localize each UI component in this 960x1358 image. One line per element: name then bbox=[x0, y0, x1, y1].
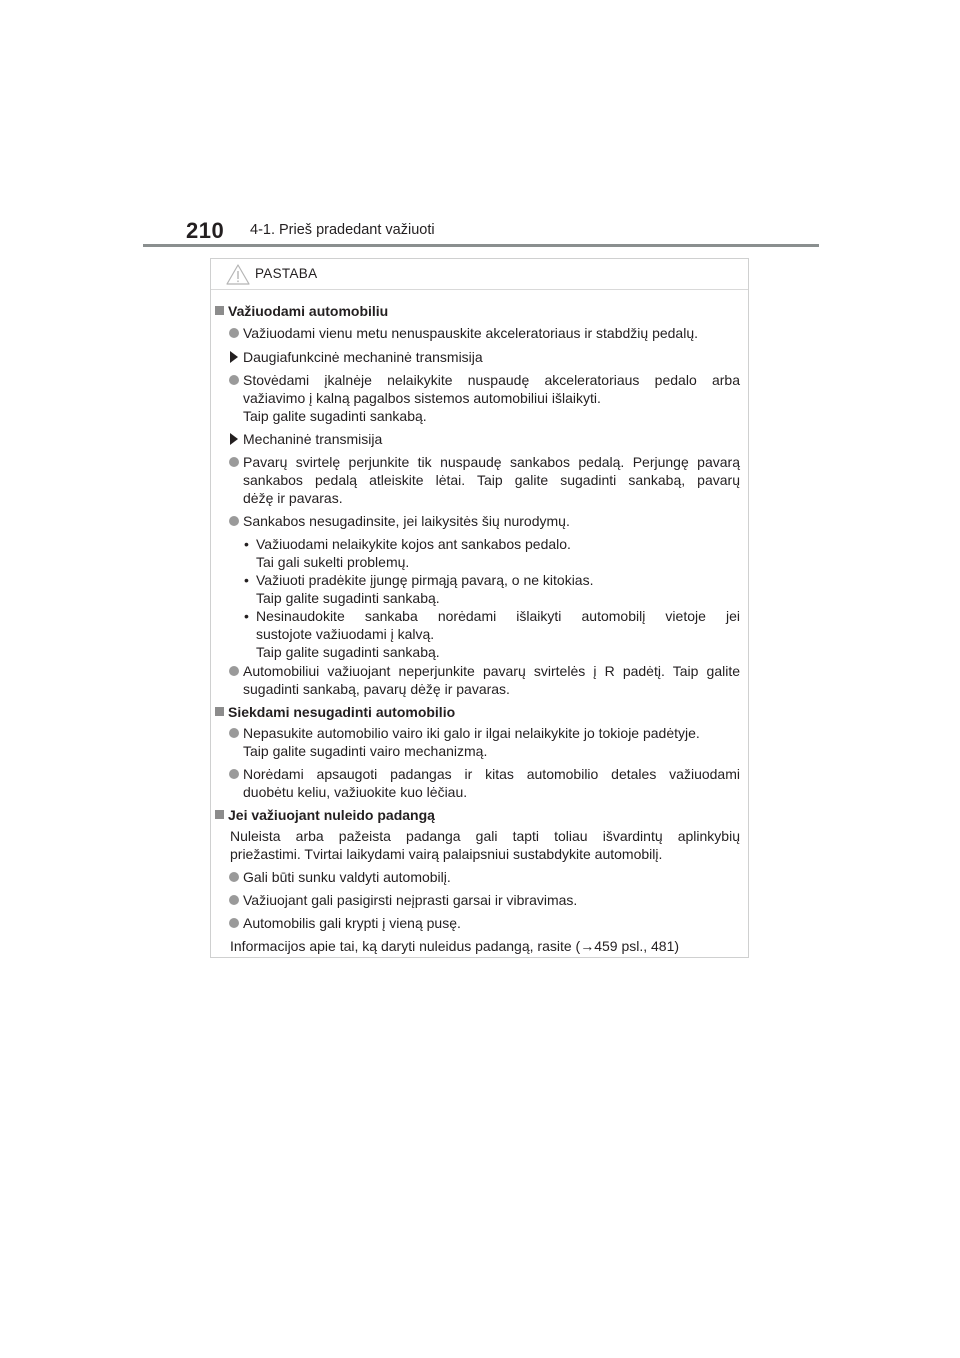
circle-bullet-icon bbox=[229, 516, 239, 526]
bullet-item bbox=[211, 662, 748, 698]
notice-title: PASTABA bbox=[255, 266, 318, 281]
circle-bullet-icon bbox=[229, 666, 239, 676]
bullet-item bbox=[211, 324, 748, 342]
circle-bullet-icon bbox=[229, 375, 239, 385]
sub-heading bbox=[211, 430, 748, 448]
bullet-line: Stovėdami įkalnėje nelaikykite nuspaudę akceleratoriaus pedalo arba bbox=[243, 372, 740, 388]
circle-bullet-icon bbox=[229, 918, 239, 928]
dot-line: Taip galite sugadinti sankabą. bbox=[256, 644, 440, 660]
circle-bullet-icon bbox=[229, 895, 239, 905]
dot-bullet-icon: • bbox=[244, 536, 249, 552]
notice-body bbox=[211, 300, 748, 955]
bullet-item bbox=[211, 914, 748, 932]
circle-bullet-icon bbox=[229, 872, 239, 882]
sub-heading-text: Mechaninė transmisija bbox=[243, 431, 383, 447]
circle-bullet-icon bbox=[229, 769, 239, 779]
heading-text: Važiuodami automobiliu bbox=[228, 303, 389, 319]
bullet-text: Gali būti sunku valdyti automobilį. bbox=[243, 869, 451, 885]
dot-line: Važiuoti pradėkite įjungę pirmąją pavarą, o ne kitokias. bbox=[256, 572, 594, 588]
square-bullet-icon bbox=[215, 810, 224, 819]
triangle-right-icon bbox=[230, 433, 238, 445]
circle-bullet-icon bbox=[229, 728, 239, 738]
dot-line: Nesinaudokite sankaba norėdami išlaikyti automobilį vietoje jei bbox=[256, 608, 740, 624]
bullet-line: Pavarų svirtelę perjunkite tik nuspaudę sankabos pedalą. Perjungę pavarą bbox=[243, 454, 740, 470]
paragraph bbox=[211, 827, 748, 863]
dot-list-item bbox=[211, 535, 748, 571]
bullet-item bbox=[211, 453, 748, 507]
notice-box bbox=[210, 258, 749, 958]
heading-text: Jei važiuojant nuleido padangą bbox=[228, 807, 435, 823]
dot-bullet-icon: • bbox=[244, 608, 249, 624]
bullet-line: Taip galite sugadinti sankabą. bbox=[243, 408, 427, 424]
bullet-item bbox=[211, 724, 748, 760]
notice-header bbox=[211, 259, 748, 290]
heading-text: Siekdami nesugadinti automobilio bbox=[228, 704, 456, 720]
sub-heading-text: Daugiafunkcinė mechaninė transmisija bbox=[243, 349, 483, 365]
paragraph-line: priežastimi. Tvirtai laikydami vairą palaipsniui sustabdykite automobilį. bbox=[230, 846, 663, 862]
bullet-item bbox=[211, 512, 748, 530]
warning-triangle-icon bbox=[226, 264, 250, 285]
triangle-right-icon bbox=[230, 351, 238, 363]
bullet-text: Automobilis gali krypti į vieną pusę. bbox=[243, 915, 461, 931]
section-heading bbox=[211, 806, 748, 824]
sub-heading bbox=[211, 348, 748, 366]
dot-list-item bbox=[211, 571, 748, 607]
bullet-line: Norėdami apsaugoti padangas ir kitas automobilio detales važiuodami bbox=[243, 766, 740, 782]
dot-bullet-icon: • bbox=[244, 572, 249, 588]
dot-list-item bbox=[211, 607, 748, 661]
bullet-line: važiavimo į kalną pagalbos sistemos automobiliui išlaikyti. bbox=[243, 390, 601, 406]
dot-line: Tai gali sukelti problemų. bbox=[256, 554, 410, 570]
paragraph bbox=[211, 937, 748, 955]
dot-line: sustojote važiuodami į kalvą. bbox=[256, 626, 435, 642]
square-bullet-icon bbox=[215, 707, 224, 716]
header-rule bbox=[143, 244, 819, 247]
bullet-line: sugadinti sankabą, pavarų dėžę ir pavaras. bbox=[243, 681, 510, 697]
bullet-line: Nepasukite automobilio vairo iki galo ir ilgai nelaikykite jo tokioje padėtyje. bbox=[243, 725, 700, 741]
bullet-line: duobėtu keliu, važiuokite kuo lėčiau. bbox=[243, 784, 468, 800]
bullet-item bbox=[211, 868, 748, 886]
circle-bullet-icon bbox=[229, 457, 239, 467]
bullet-line: Automobiliui važiuojant neperjunkite pavarų svirtelės į R padėtį. Taip galite bbox=[243, 663, 740, 679]
bullet-line: Taip galite sugadinti vairo mechanizmą. bbox=[243, 743, 488, 759]
section-heading bbox=[211, 703, 748, 721]
bullet-line: sankabos pedalą atleiskite lėtai. Taip galite sugadinti sankabą, pavarų bbox=[243, 472, 740, 488]
bullet-line: dėžę ir pavaras. bbox=[243, 490, 343, 506]
dot-line: Taip galite sugadinti sankabą. bbox=[256, 590, 440, 606]
bullet-item bbox=[211, 371, 748, 425]
bullet-item bbox=[211, 891, 748, 909]
circle-bullet-icon bbox=[229, 328, 239, 338]
page-number: 210 bbox=[186, 218, 225, 243]
section-heading bbox=[211, 302, 748, 320]
bullet-text: Važiuodami vienu metu nenuspauskite akceleratoriaus ir stabdžių pedalų. bbox=[243, 325, 699, 341]
square-bullet-icon bbox=[215, 306, 224, 315]
dot-line: Važiuodami nelaikykite kojos ant sankabos pedalo. bbox=[256, 536, 571, 552]
paragraph-line: Nuleista arba pažeista padanga gali tapti toliau išvardintų aplinkybių bbox=[230, 828, 740, 844]
cross-reference: Informacijos apie tai, ką daryti nuleidus padangą, rasite (→459 psl., 481) bbox=[230, 938, 680, 954]
bullet-text: Važiuojant gali pasigirsti neįprasti garsai ir vibravimas. bbox=[243, 892, 578, 908]
section-title: 4-1. Prieš pradedant važiuoti bbox=[250, 222, 435, 238]
bullet-item bbox=[211, 765, 748, 801]
bullet-text: Sankabos nesugadinsite, jei laikysitės šių nurodymų. bbox=[243, 513, 570, 529]
